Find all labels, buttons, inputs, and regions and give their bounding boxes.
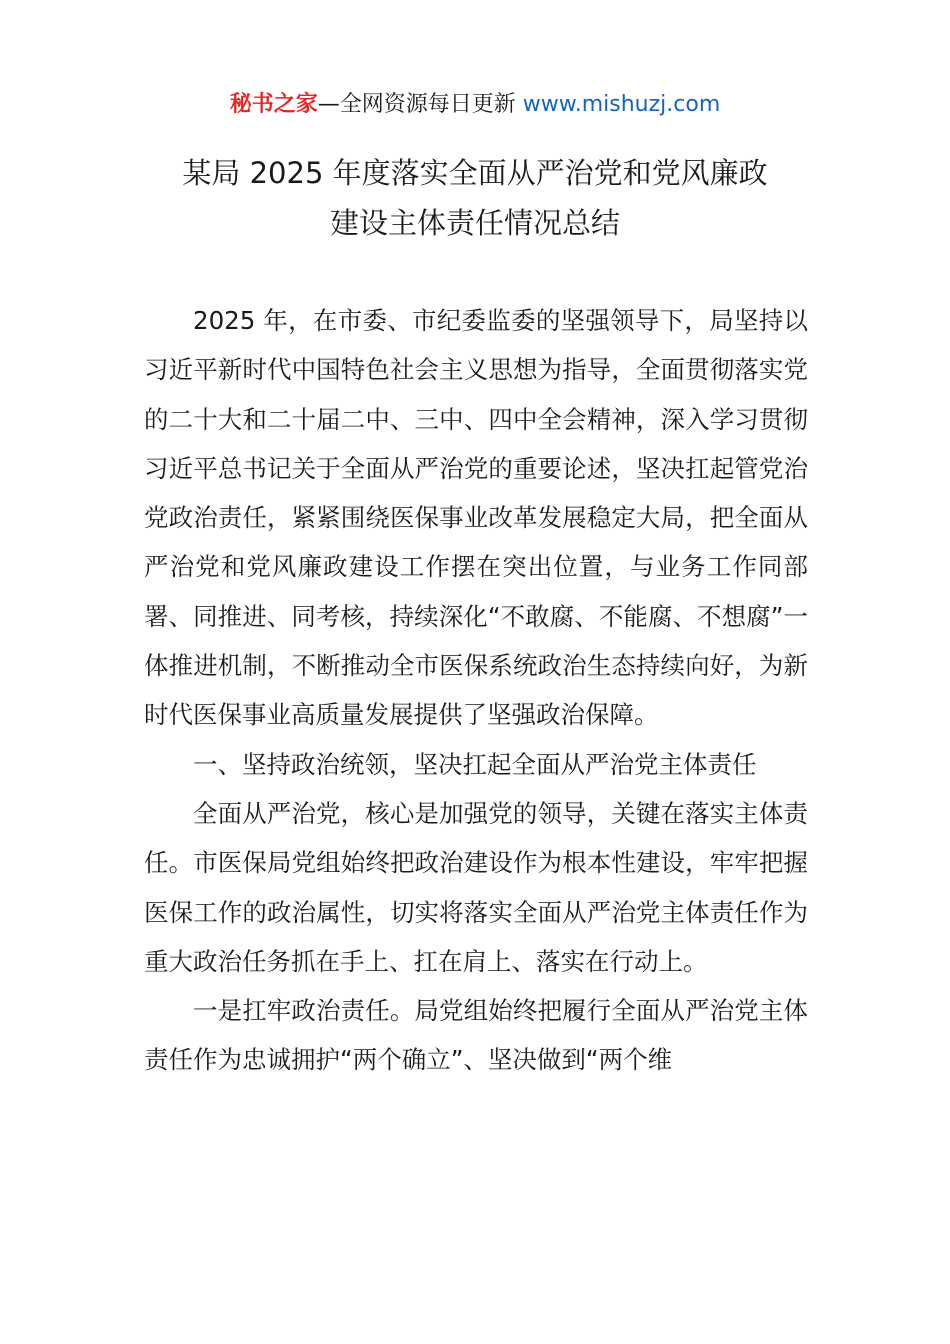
- site-url-link[interactable]: www.mishuzj.com: [522, 92, 721, 117]
- point-paragraph-1: 一是扛牢政治责任。局党组始终把履行全面从严治党主体责任作为忠诚拥护“两个确立”、坚决做到“两个维: [144, 996, 808, 1075]
- site-header: [0, 88, 950, 122]
- title-line-2: 建设主体责任情况总结: [329, 206, 620, 240]
- header-tagline: —全网资源每日更新: [317, 92, 523, 117]
- intro-paragraph: 2025 年，在市委、市纪委监委的坚强领导下，局坚持以习近平新时代中国特色社会主义思想为指导，全面贯彻落实党的二十大和二十届二中、三中、四中全会精神，深入学习贯彻习近平总书记关于全面从严治党的重要论述，坚决扛起管党治党政治责任，紧紧围绕医保事业改革发展稳定大局，把全面从严治党和党风廉政建设工作摆在突出位置，与业务工作同部署、同推进、同考核，持续深化“不敢腐、不能腐、不想腐”一体推进机制，不断推动全市医保系统政治生态持续向好，为新时代医保事业高质量发展提供了坚强政治保障。: [144, 306, 808, 730]
- brand-name: 秘书之家: [229, 92, 318, 117]
- title-line-1: 某局 2025 年度落实全面从严治党和党风廉政: [182, 156, 768, 190]
- document-title: [0, 148, 950, 248]
- document-body: [144, 296, 808, 1085]
- section-heading-1: 一、坚持政治统领，坚决扛起全面从严治党主体责任: [193, 749, 757, 779]
- section-paragraph: 全面从严治党，核心是加强党的领导，关键在落实主体责任。市医保局党组始终把政治建设作为根本性建设，牢牢把握医保工作的政治属性，切实将落实全面从严治党主体责任作为重大政治任务抓在手上、扛在肩上、落实在行动上。: [144, 798, 808, 976]
